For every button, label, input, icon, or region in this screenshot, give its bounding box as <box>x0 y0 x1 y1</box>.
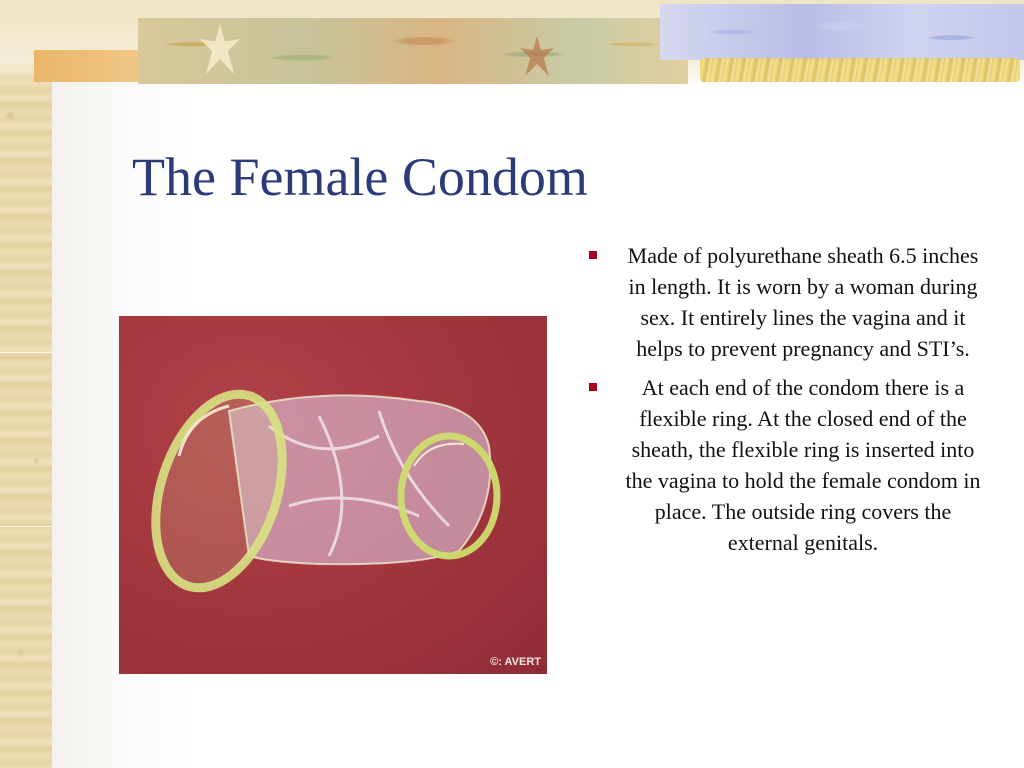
female-condom-photo <box>119 316 547 674</box>
condom-illustration <box>119 316 547 674</box>
strip-seam <box>0 352 52 353</box>
bullet-text: Made of polyurethane sheath 6.5 inches in length. It is worn by a woman during sex. It entirely lines the vagina and it helps to prevent pregnancy and STI’s. <box>627 243 979 361</box>
photo-credit: ©: AVERT <box>490 656 541 668</box>
bullet-item <box>585 372 985 558</box>
banner-gold-streak <box>700 58 1020 82</box>
strip-seam <box>0 526 52 527</box>
bullet-text: At each end of the condom there is a flexible ring. At the closed end of the sheath, the flexible ring is inserted into the vagina to hold the female condom in place. The outside ring covers the external genitals. <box>625 375 981 555</box>
bullet-item <box>585 240 985 364</box>
square-bullet-icon <box>589 383 597 391</box>
square-bullet-icon <box>589 251 597 259</box>
left-decorative-strip <box>0 0 52 768</box>
top-decorative-banner <box>0 0 1024 88</box>
bullet-list <box>585 240 985 566</box>
slide-title: The Female Condom <box>132 147 588 207</box>
banner-blue-band <box>660 4 1024 60</box>
